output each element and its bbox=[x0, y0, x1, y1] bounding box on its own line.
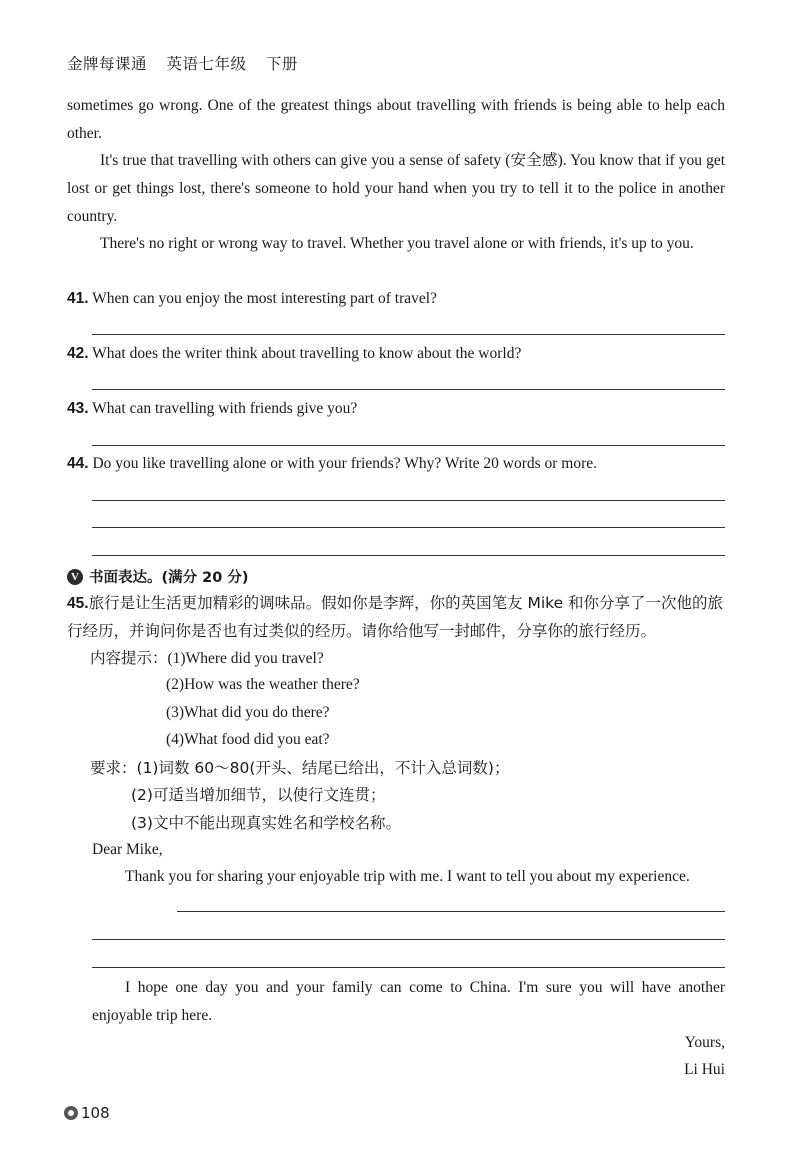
question-44 bbox=[67, 452, 597, 476]
answer-line-42[interactable] bbox=[92, 389, 725, 390]
running-header bbox=[67, 52, 312, 74]
answer-line-44-2[interactable] bbox=[92, 527, 725, 528]
letter-opening bbox=[92, 863, 725, 891]
hint-4: (4)What food did you eat? bbox=[166, 731, 330, 748]
hints-label: 内容提示： bbox=[90, 649, 168, 667]
hint-1 bbox=[90, 646, 324, 671]
question-43 bbox=[67, 397, 357, 421]
section-numeral-icon: V bbox=[67, 569, 83, 585]
writing-line-2[interactable] bbox=[92, 939, 725, 940]
letter-opening-text: Thank you for sharing your enjoyable trip with me. I want to tell you about my experience. bbox=[125, 868, 690, 885]
passage-paragraph-3: There's no right or wrong way to travel. Whether you travel alone or with friends, it's up to you. bbox=[100, 235, 694, 252]
answer-line-44-1[interactable] bbox=[92, 500, 725, 501]
section-title: 书面表达。(满分 20 分) bbox=[89, 570, 249, 586]
req-text: (1)词数 60～80(开头、结尾已给出，不计入总词数)； bbox=[136, 759, 510, 777]
question-text: Do you like travelling alone or with your friends? Why? Write 20 words or more. bbox=[92, 455, 598, 472]
req-label: 要求： bbox=[90, 759, 137, 777]
question-41 bbox=[67, 287, 437, 311]
page-number-text: 108 bbox=[81, 1104, 110, 1122]
letter-signature: Li Hui bbox=[684, 1061, 725, 1078]
question-text: What does the writer think about travelling to know about the world? bbox=[92, 345, 522, 362]
hint-text: (1)Where did you travel? bbox=[167, 650, 324, 667]
question-number: 43. bbox=[67, 400, 89, 417]
section-heading bbox=[67, 566, 249, 587]
question-text: What can travelling with friends give you? bbox=[92, 400, 358, 417]
passage-paragraph-2: It's true that travelling with others can give you a sense of safety (安全感). You know that if you get lost or get things lost, there's someone to hold your hand when you try to tell it to the police in another country. bbox=[67, 152, 725, 225]
volume-title: 下册 bbox=[265, 55, 298, 73]
question-text: When can you enjoy the most interesting part of travel? bbox=[92, 290, 437, 307]
answer-line-44-3[interactable] bbox=[92, 555, 725, 556]
task-number: 45. bbox=[67, 595, 89, 612]
task-prompt-text: 旅行是让生活更加精彩的调味品。假如你是李辉，你的英国笔友 Mike 和你分享了一次他的旅行经历，并询问你是否也有过类似的经历。请你给他写一封邮件，分享你的旅行经历。 bbox=[67, 594, 724, 640]
question-42 bbox=[67, 342, 521, 366]
writing-line-1[interactable] bbox=[177, 911, 725, 912]
page-badge-icon bbox=[64, 1106, 78, 1120]
hint-3: (3)What did you do there? bbox=[166, 704, 330, 721]
requirement-2: (2)可适当增加细节，以使行文连贯； bbox=[131, 786, 386, 804]
task-45-prompt bbox=[67, 590, 727, 645]
book-title: 金牌每课通 bbox=[67, 55, 148, 73]
subject-title: 英语七年级 bbox=[166, 55, 247, 73]
answer-line-43[interactable] bbox=[92, 445, 725, 446]
passage-paragraph-1: sometimes go wrong. One of the greatest things about travelling with friends is being able to help each other. bbox=[67, 97, 725, 142]
writing-line-3[interactable] bbox=[92, 967, 725, 968]
letter-signoff: Yours, bbox=[684, 1034, 725, 1051]
page-number bbox=[64, 1104, 110, 1122]
answer-line-41[interactable] bbox=[92, 334, 725, 335]
question-number: 42. bbox=[67, 345, 89, 362]
letter-greeting: Dear Mike, bbox=[92, 841, 163, 858]
requirement-1 bbox=[90, 756, 509, 780]
question-number: 44. bbox=[67, 455, 89, 472]
hint-2: (2)How was the weather there? bbox=[166, 676, 360, 693]
letter-closing: I hope one day you and your family can come to China. I'm sure you will have another enjoyable trip here. bbox=[92, 979, 725, 1024]
requirement-3: (3)文中不能出现真实姓名和学校名称。 bbox=[131, 814, 401, 832]
question-number: 41. bbox=[67, 290, 89, 307]
